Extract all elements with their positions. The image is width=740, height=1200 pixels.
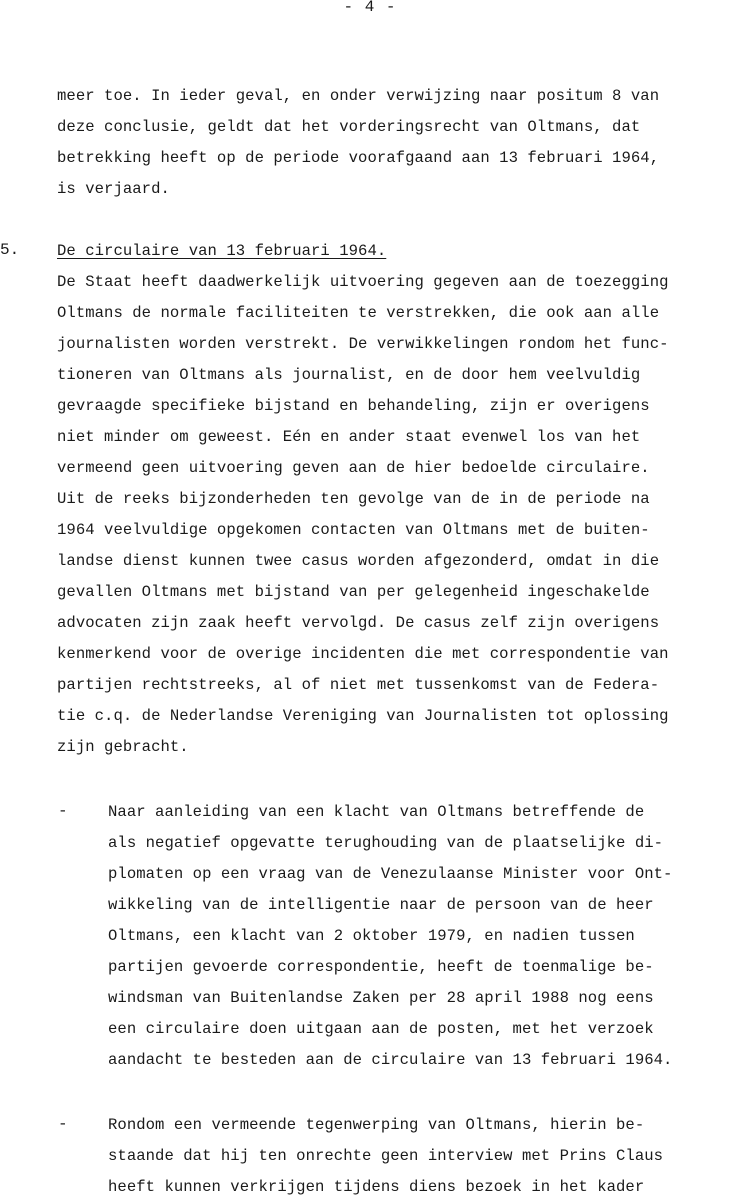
text-line: tie c.q. de Nederlandse Vereniging van Journalisten tot oplossing	[57, 707, 669, 725]
text-line: betrekking heeft op de periode voorafgaand aan 13 februari 1964,	[57, 149, 660, 167]
text-line: als negatief opgevatte terughouding van de plaatselijke di-	[108, 834, 664, 852]
text-line: Naar aanleiding van een klacht van Oltmans betreffende de	[108, 803, 645, 821]
text-line: 1964 veelvuldige opgekomen contacten van Oltmans met de buiten-	[57, 521, 650, 539]
text-line: heeft kunnen verkrijgen tijdens diens bezoek in het kader	[108, 1178, 645, 1196]
text-line: een circulaire doen uitgaan aan de posten, met het verzoek	[108, 1020, 654, 1038]
bullet-dash: -	[58, 802, 68, 820]
bullet-dash: -	[58, 1115, 68, 1133]
text-line: windsman van Buitenlandse Zaken per 28 april 1988 nog eens	[108, 989, 654, 1007]
text-line: kenmerkend voor de overige incidenten die met correspondentie van	[57, 645, 669, 663]
section-heading: De circulaire van 13 februari 1964.	[57, 242, 387, 260]
text-line: tioneren van Oltmans als journalist, en de door hem veelvuldig	[57, 366, 641, 384]
text-line: Oltmans, een klacht van 2 oktober 1979, en nadien tussen	[108, 927, 635, 945]
text-line: gevraagde specifieke bijstand en behandeling, zijn er overigens	[57, 397, 650, 415]
text-line: landse dienst kunnen twee casus worden afgezonderd, omdat in die	[57, 552, 660, 570]
text-line: plomaten op een vraag van de Venezulaanse Minister voor Ont-	[108, 865, 673, 883]
text-line: gevallen Oltmans met bijstand van per gelegenheid ingeschakelde	[57, 583, 650, 601]
section-number: 5.	[0, 241, 20, 259]
text-line: wikkeling van de intelligentie naar de persoon van de heer	[108, 896, 654, 914]
text-line: Oltmans de normale faciliteiten te verstrekken, die ook aan alle	[57, 304, 660, 322]
text-line: journalisten worden verstrekt. De verwikkelingen rondom het func-	[57, 335, 669, 353]
text-line: Rondom een vermeende tegenwerping van Oltmans, hierin be-	[108, 1116, 645, 1134]
text-line: deze conclusie, geldt dat het vorderingsrecht van Oltmans, dat	[57, 118, 641, 136]
text-line: is verjaard.	[57, 180, 170, 198]
text-line: advocaten zijn zaak heeft vervolgd. De casus zelf zijn overigens	[57, 614, 660, 632]
text-line: partijen rechtstreeks, al of niet met tussenkomst van de Federa-	[57, 676, 660, 694]
text-line: Uit de reeks bijzonderheden ten gevolge van de in de periode na	[57, 490, 650, 508]
text-line: meer toe. In ieder geval, en onder verwijzing naar positum 8 van	[57, 87, 660, 105]
text-line: partijen gevoerde correspondentie, heeft de toenmalige be-	[108, 958, 654, 976]
text-line: De Staat heeft daadwerkelijk uitvoering gegeven aan de toezegging	[57, 273, 669, 291]
text-line: staande dat hij ten onrechte geen interview met Prins Claus	[108, 1147, 664, 1165]
text-line: aandacht te besteden aan de circulaire van 13 februari 1964.	[108, 1051, 673, 1069]
text-line: zijn gebracht.	[57, 738, 189, 756]
page-number: - 4 -	[343, 0, 397, 16]
text-line: vermeend geen uitvoering geven aan de hier bedoelde circulaire.	[57, 459, 650, 477]
text-line: niet minder om geweest. Eén en ander staat evenwel los van het	[57, 428, 641, 446]
